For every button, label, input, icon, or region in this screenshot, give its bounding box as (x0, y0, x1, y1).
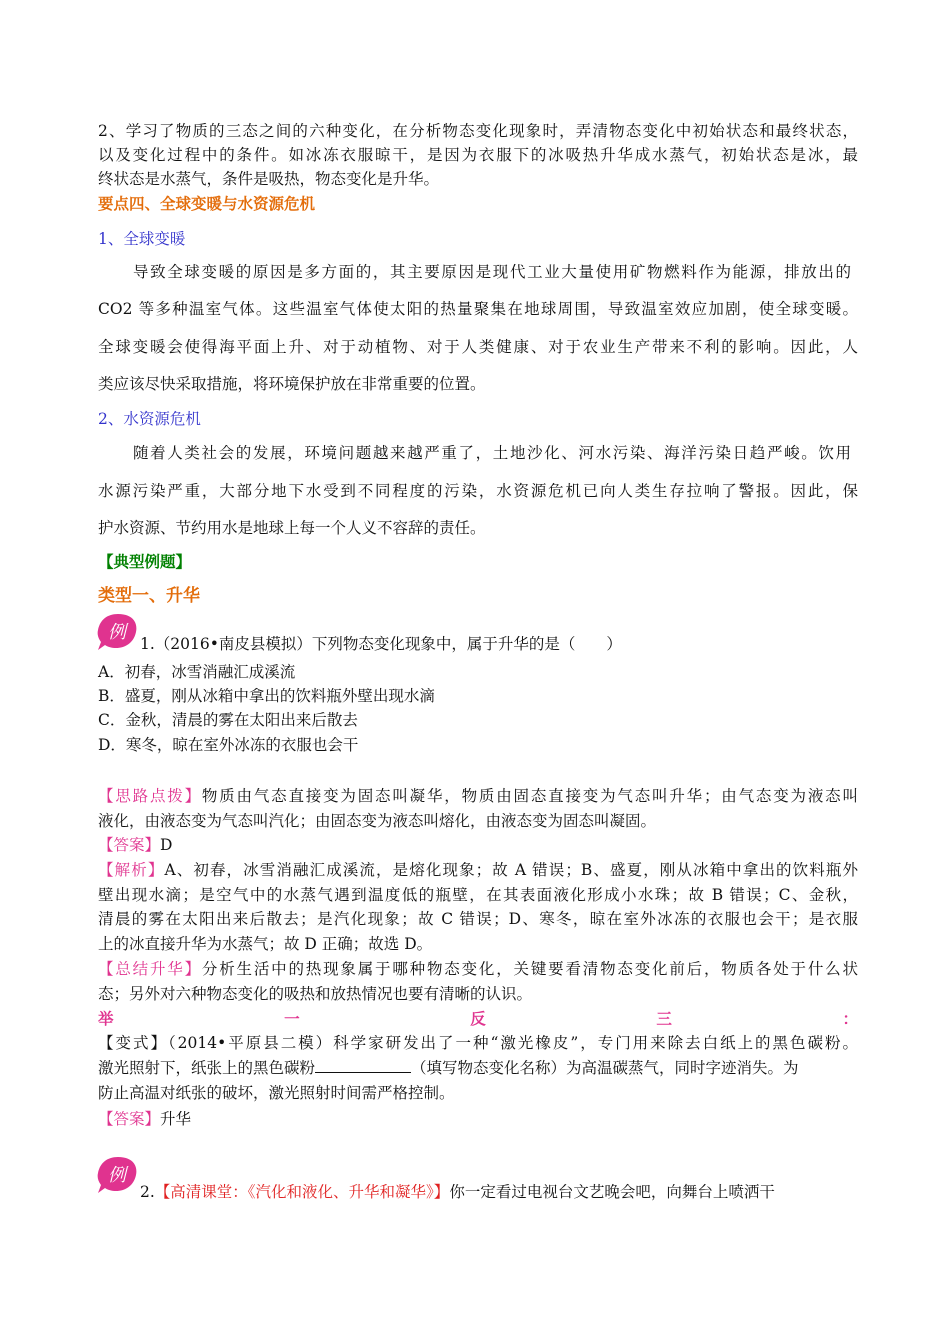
option-a: A．初春，冰雪消融汇成溪流 (98, 663, 296, 681)
option-b: B．盛夏，刚从冰箱中拿出的饮料瓶外壁出现水滴 (98, 687, 435, 705)
example-badge-icon (96, 612, 140, 652)
paragraph-line: 全球变暖会使得海平面上升、对于动植物、对于人类健康、对于农业生产带来不利的影响。因此，人 (98, 338, 858, 356)
answer-label: 【答案】 (98, 1110, 161, 1128)
analysis-line-3: 清晨的雾在太阳出来后散去；是汽化现象；故 C 错误；D、寒冬，晾在室外冰冻的衣服也会干；是衣服 (98, 910, 858, 928)
practice-heading: 举 一 反 三 ： (98, 1009, 858, 1028)
variant-line-3: 防止高温对纸张的破坏，激光照射时间需严格控制。 (98, 1084, 455, 1102)
summary-line-1: 【总结升华】分析生活中的热现象属于哪种物态变化，关键要看清物态变化前后，物质各处于什么状 (98, 960, 858, 978)
option-c: C．金秋，清晨的雾在太阳出来后散去 (98, 711, 358, 729)
question-2-text: 你一定看过电视台文艺晚会吧，向舞台上喷洒干 (449, 1183, 775, 1201)
paragraph-line: 护水资源、节约用水是地球上每一个人义不容辞的责任。 (98, 519, 486, 537)
subheading-water-crisis: 2、水资源危机 (98, 410, 201, 428)
summary-line-2: 态；另外对六种物态变化的吸热和放热情况也要有清晰的认识。 (98, 985, 533, 1003)
type-heading: 类型一、升华 (98, 586, 200, 606)
hint-line-1: 【思路点拨】物质由气态直接变为固态叫凝华，物质由固态直接变为气态叫升华；由气态变为液态叫 (98, 787, 858, 805)
intro-line-1: 2、学习了物质的三态之间的六种变化，在分析物态变化现象时，弄清物态变化中初始状态和最终状态， (98, 122, 858, 140)
example-badge-icon (96, 1155, 140, 1195)
answer-2 (98, 1109, 858, 1129)
examples-heading: 【典型例题】 (98, 552, 192, 571)
answer-label: 【答案】 (98, 836, 161, 854)
variant-label: 【变式】 (98, 1034, 168, 1052)
analysis-line-1: 【解析】A、初春，冰雪消融汇成溪流，是熔化现象；故 A 错误；B、盛夏，刚从冰箱中拿出的饮料瓶外 (98, 861, 858, 879)
analysis-label: 【解析】 (98, 861, 165, 879)
fill-in-blank[interactable] (315, 1058, 411, 1073)
question-2-tag: 【高清课堂：《汽化和液化、升华和凝华》】 (154, 1183, 450, 1201)
answer-value: D (160, 836, 173, 854)
example-badge-char: 例 (108, 622, 126, 643)
paragraph-line: 类应该尽快采取措施，将环境保护放在非常重要的位置。 (98, 375, 486, 393)
analysis-line-2: 壁出现水滴；是空气中的水蒸气遇到温度低的瓶壁，在其表面液化形成小水珠；故 B 错误；C、金秋， (98, 886, 858, 904)
question-2 (140, 1182, 850, 1202)
hint-label: 【思路点拨】 (98, 787, 202, 805)
answer-1 (98, 835, 858, 855)
variant-line-1: 【变式】（2014•平原县二模）科学家研发出了一种“激光橡皮”，专门用来除去白纸上的黑色碳粉。 (98, 1034, 858, 1052)
subheading-global-warming: 1、全球变暖 (98, 230, 186, 248)
example-badge-char: 例 (108, 1165, 126, 1186)
paragraph-line: 随着人类社会的发展，环境问题越来越严重了，土地沙化、河水污染、海洋污染日趋严峻。饮用 (133, 444, 851, 462)
option-d: D．寒冬，晾在室外冰冻的衣服也会干 (98, 736, 359, 754)
intro-line-2: 以及变化过程中的条件。如冰冻衣服晾干，是因为衣服下的冰吸热升华成水蒸气，初始状态是冰，最 (98, 146, 858, 164)
paragraph-line: CO2 等多种温室气体。这些温室气体使太阳的热量聚集在地球周围，导致温室效应加剧，使全球变暖。 (98, 300, 858, 318)
summary-label: 【总结升华】 (98, 960, 202, 978)
answer-value: 升华 (160, 1110, 192, 1128)
section-heading: 要点四、全球变暖与水资源危机 (98, 194, 316, 213)
question-1-stem: 1.（2016•南皮县模拟）下列物态变化现象中，属于升华的是（ ） (140, 635, 622, 653)
paragraph-line: 导致全球变暖的原因是多方面的，其主要原因是现代工业大量使用矿物燃料作为能源，排放出的 (133, 263, 851, 281)
variant-line-2: 激光照射下，纸张上的黑色碳粉 （填写物态变化名称）为高温碳蒸气，同时字迹消失。为 (98, 1059, 799, 1077)
analysis-line-4: 上的冰直接升华为水蒸气；故 D 正确；故选 D。 (98, 935, 433, 953)
paragraph-line: 水源污染严重，大部分地下水受到不同程度的污染，水资源危机已向人类生存拉响了警报。因此，保 (98, 482, 858, 500)
question-2-number: 2. (140, 1183, 155, 1201)
hint-line-2: 液化，由液态变为气态叫汽化；由固态变为液态叫熔化，由液态变为固态叫凝固。 (98, 812, 657, 830)
intro-line-3: 终状态是水蒸气，条件是吸热，物态变化是升华。 (98, 170, 440, 188)
